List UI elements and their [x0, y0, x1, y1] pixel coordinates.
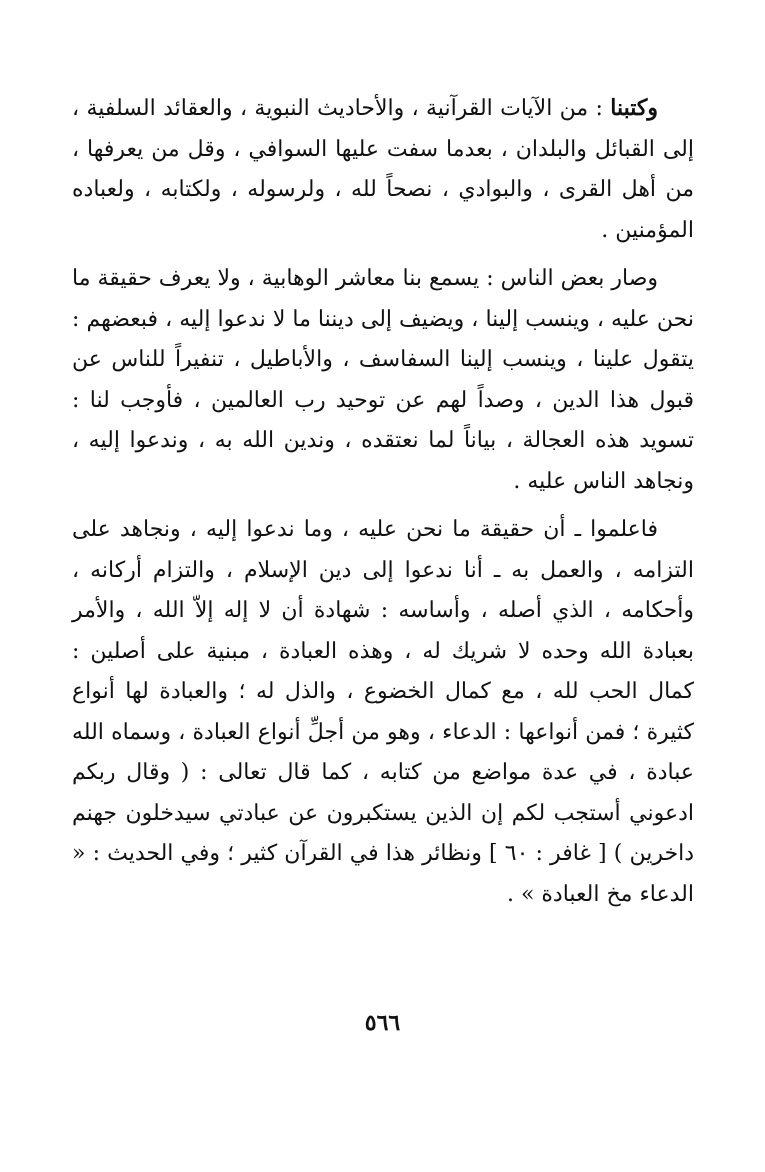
document-body [72, 88, 694, 923]
paragraph-2 [72, 259, 694, 502]
paragraph-text: : من الآيات القرآنية ، والأحاديث النبوية ، والعقائد السلفية ، إلى القبائل والبلدان ، بعدما سفت عليها السوافي ، وقل من يعرفها ، من أهل القرى ، والبوادي ، نصحاً لله ، ولرسوله ، ولكتابه ، ولعباده المؤمنين . [72, 96, 694, 243]
paragraph-1 [72, 88, 694, 251]
paragraph-lead-word: وكتبنا [610, 95, 658, 121]
paragraph-3 [72, 510, 694, 915]
paragraph-text: فاعلموا ـ أن حقيقة ما نحن عليه ، وما ندعوا إليه ، ونجاهد على التزامه ، والعمل به ـ أنا ندعوا إلى دين الإسلام ، والتزام أركانه ، وأحكامه ، الذي أصله ، وأساسه : شهادة أن لا إله إلاّ الله ، والأمر بعبادة الله وحده لا شريك له ، وهذه العبادة ، مبنية على أصلين : كمال الحب لله ، مع كمال الخضوع ، والذل له ؛ والعبادة لها أنواع كثيرة ؛ فمن أنواعها : الدعاء ، وهو من أجلِّ أنواع العبادة ، وسماه الله عبادة ، في عدة مواضع من كتابه ، كما قال تعالى : ( وقال ربكم ادعوني أستجب لكم إن الذين يستكبرون عن عبادتي سيدخلون جهنم داخرين ) [ غافر : ٦٠ ] ونظائر هذا في القرآن كثير ؛ وفي الحديث : « الدعاء مخ العبادة » . [72, 517, 694, 907]
paragraph-text: وصار بعض الناس : يسمع بنا معاشر الوهابية ، ولا يعرف حقيقة ما نحن عليه ، وينسب إلينا ، ويضيف إلى ديننا ما لا ندعوا إليه ، فبعضهم : يتقول علينا ، وينسب إلينا السفاسف ، والأباطيل ، تنفيراً للناس عن قبول هذا الدين ، وصداً لهم عن توحيد رب العالمين ، فأوجب لنا : تسويد هذه العجالة ، بياناً لما نعتقده ، وندين الله به ، وندعوا إليه ، ونجاهد الناس عليه . [72, 266, 694, 494]
page-number: ٥٦٦ [364, 1010, 401, 1036]
